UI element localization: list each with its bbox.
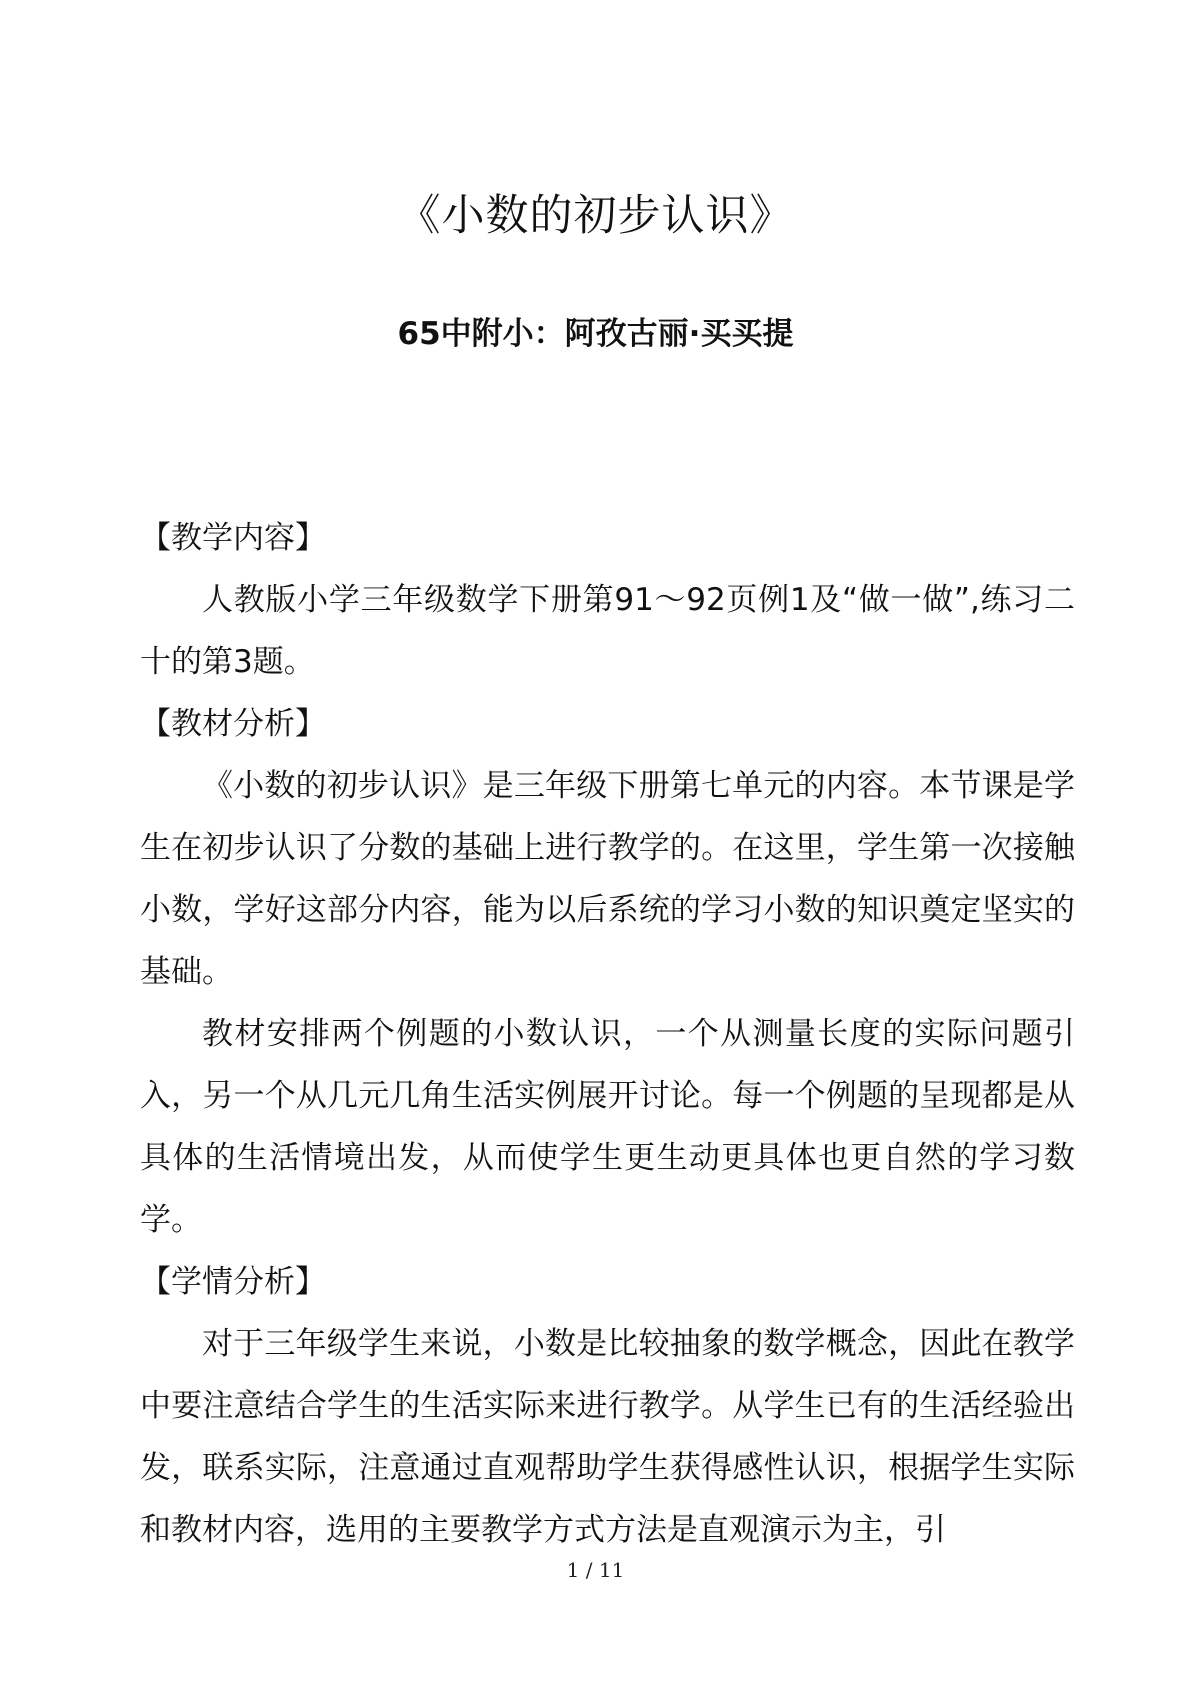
section-textbook-analysis bbox=[140, 693, 1075, 1251]
section-heading: 【教材分析】 bbox=[140, 706, 326, 742]
section-student-analysis bbox=[140, 1251, 1075, 1561]
document-title: 《小数的初步认识》 bbox=[397, 191, 794, 241]
document-body bbox=[140, 507, 1075, 1561]
section-heading: 【学情分析】 bbox=[140, 1264, 326, 1300]
section-paragraph: 《小数的初步认识》是三年级下册第七单元的内容。本节课是学生在初步认识了分数的基础上进行教学的。在这里，学生第一次接触小数，学好这部分内容，能为以后系统的学习小数的知识奠定坚实的基础。 bbox=[140, 768, 1075, 990]
page-number: 1 / 11 bbox=[566, 1558, 625, 1582]
section-paragraph: 对于三年级学生来说，小数是比较抽象的数学概念，因此在教学中要注意结合学生的生活实际来进行教学。从学生已有的生活经验出发，联系实际，注意通过直观帮助学生获得感性认识，根据学生实际和教材内容，选用的主要教学方式方法是直观演示为主，引 bbox=[140, 1326, 1075, 1548]
section-teaching-content bbox=[140, 507, 1075, 693]
section-paragraph: 教材安排两个例题的小数认识，一个从测量长度的实际问题引入，另一个从几元几角生活实例展开讨论。每一个例题的呈现都是从具体的生活情境出发，从而使学生更生动更具体也更自然的学习数学。 bbox=[140, 1016, 1075, 1238]
document-author: 65中附小：阿孜古丽·买买提 bbox=[397, 316, 794, 352]
section-heading: 【教学内容】 bbox=[140, 520, 326, 556]
section-paragraph: 人教版小学三年级数学下册第91～92页例1及“做一做”,练习二十的第3题。 bbox=[140, 582, 1075, 680]
